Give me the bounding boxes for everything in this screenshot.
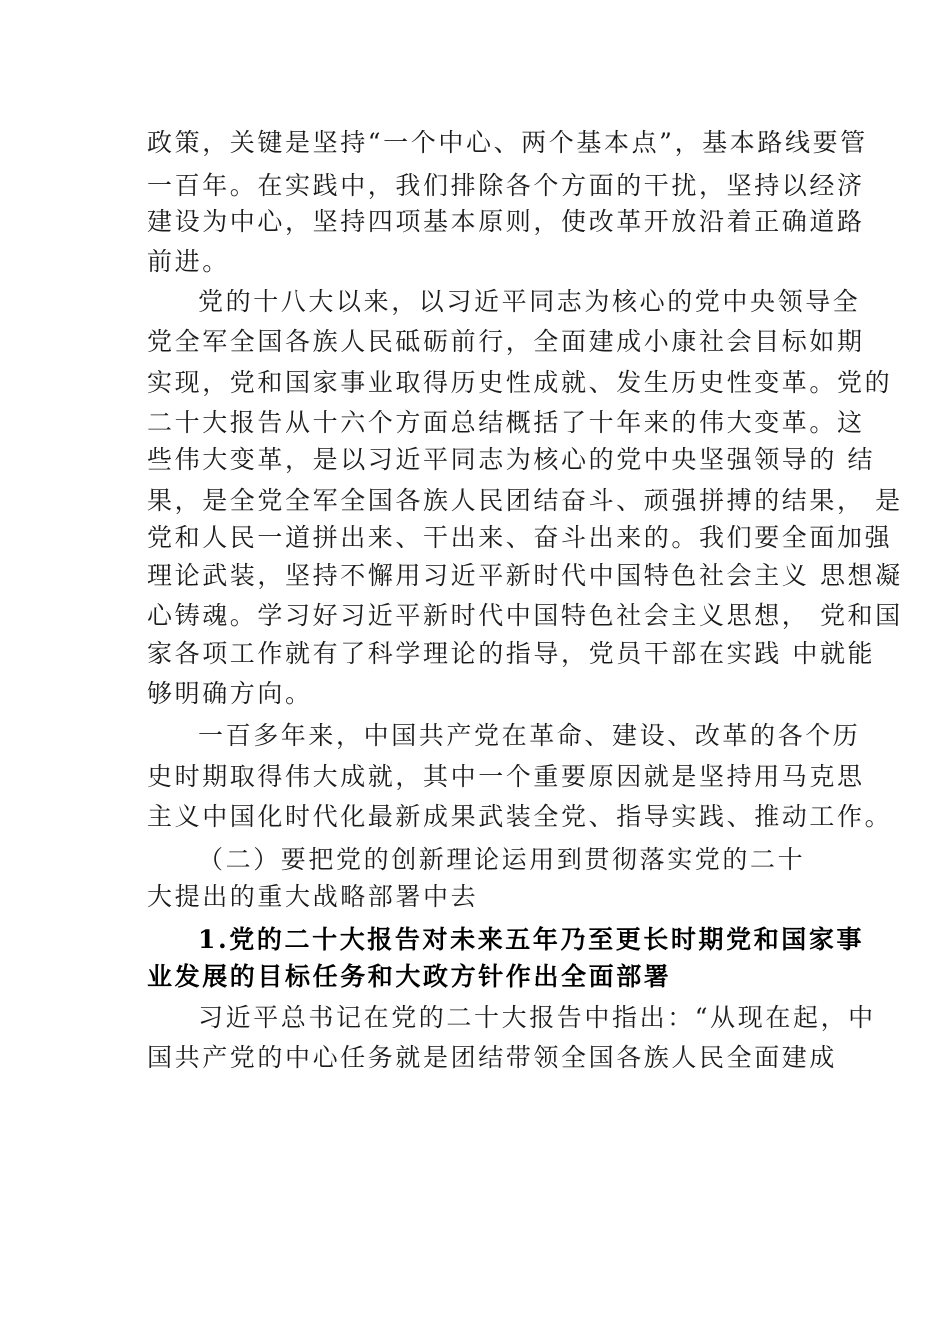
paragraph-2-line-11: 够明确方向。 (147, 679, 313, 708)
paragraph-2-line-7: 党和人民一道拼出来、干出来、奋斗出来的。我们要全面加强 (147, 523, 893, 552)
paragraph-2-line-9: 心铸魂。学习好习近平新时代中国特色社会主义思想， 党和国 (147, 601, 903, 630)
paragraph-2-line-4: 二十大报告从十六个方面总结概括了十年来的伟大变革。这 (147, 408, 865, 437)
paragraph-3-line-2: 史时期取得伟大成就，其中一个重要原因就是坚持用马克思 (147, 762, 865, 791)
section-heading-line-2: 大提出的重大战略部署中去 (147, 882, 479, 911)
section-heading-line-1: （二）要把党的创新理论运用到贯彻落实党的二十 (198, 845, 806, 874)
paragraph-2-line-5: 些伟大变革，是以习近平同志为核心的党中央坚强领导的 结 (147, 445, 876, 474)
paragraph-2-line-8: 理论武装，坚持不懈用习近平新时代中国特色社会主义 思想凝 (147, 561, 903, 590)
paragraph-3-line-1: 一百多年来，中国共产党在革命、建设、改革的各个历 (198, 721, 861, 750)
paragraph-2-line-3: 实现，党和国家事业取得历史性成就、发生历史性变革。党的 (147, 368, 893, 397)
paragraph-3-line-3: 主义中国化时代化最新成果武装全党、指导实践、推动工作。 (147, 802, 893, 831)
paragraph-1-line-4: 前进。 (147, 247, 230, 276)
paragraph-1-line-3: 建设为中心，坚持四项基本原则，使改革开放沿着正确道路 (147, 207, 865, 236)
paragraph-2-line-10: 家各项工作就有了科学理论的指导，党员干部在实践 中就能 (147, 639, 876, 668)
paragraph-2-line-1: 党的十八大以来，以习近平同志为核心的党中央领导全 (198, 287, 861, 316)
paragraph-2-line-6: 果，是全党全军全国各族人民团结奋斗、顽强拼搏的结果， 是 (147, 486, 903, 515)
subheading-line-2: 业发展的目标任务和大政方针作出全面部署 (147, 962, 672, 991)
paragraph-2-line-2: 党全军全国各族人民砥砺前行，全面建成小康社会目标如期 (147, 327, 865, 356)
paragraph-4-line-1: 习近平总书记在党的二十大报告中指出：“从现在起，中 (198, 1003, 876, 1032)
subheading-line-1: 1.党的二十大报告对未来五年乃至更长时期党和国家事 (198, 925, 865, 954)
paragraph-1-line-1: 政策，关键是坚持“一个中心、两个基本点”，基本路线要管 (147, 128, 868, 157)
paragraph-4-line-2: 国共产党的中心任务就是团结带领全国各族人民全面建成 (147, 1043, 838, 1072)
paragraph-1-line-2: 一百年。在实践中，我们排除各个方面的干扰，坚持以经济 (147, 171, 865, 200)
